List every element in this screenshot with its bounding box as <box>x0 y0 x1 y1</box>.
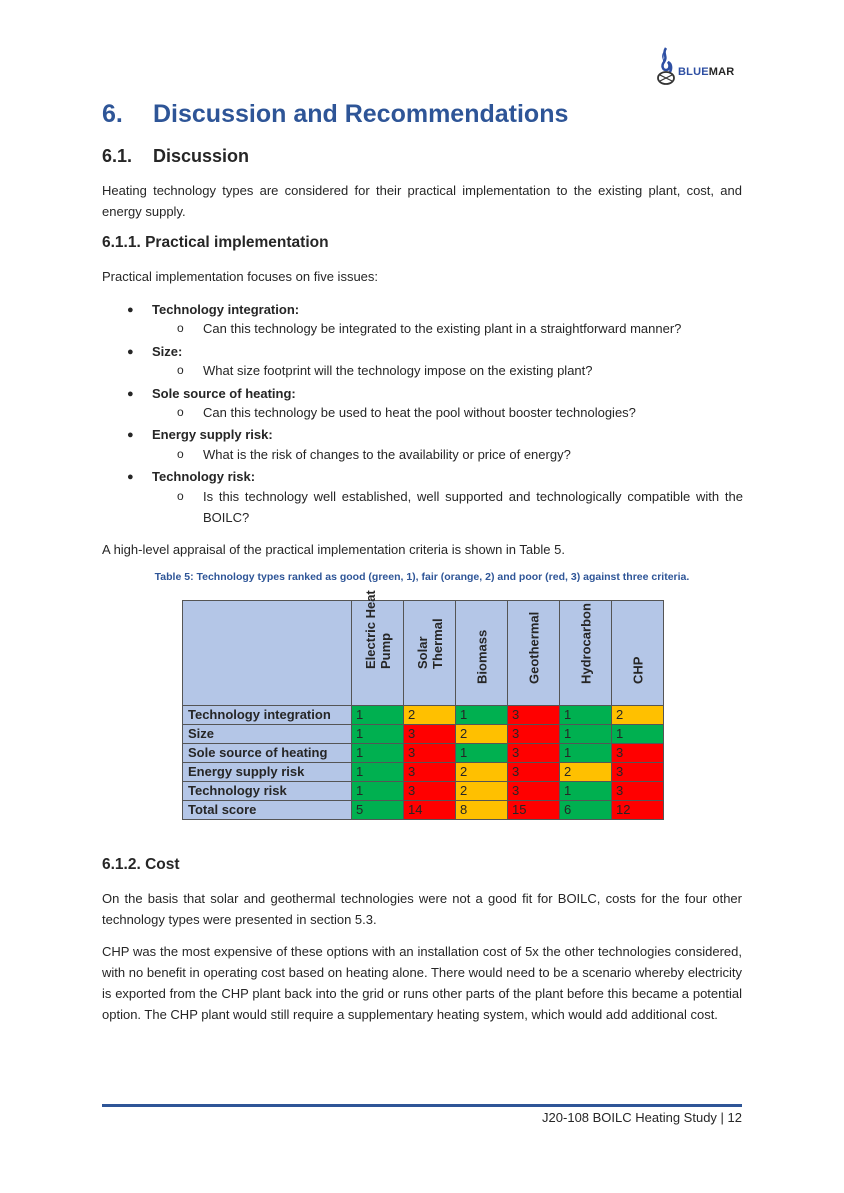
column-header: Biomass <box>456 601 508 706</box>
intro-paragraph: Heating technology types are considered for their practical implementation to the existing plant, cost, and energy supply. <box>102 183 742 219</box>
row-label: Total score <box>183 801 352 820</box>
issue-question: o Can this technology be used to heat the pool without booster technologies? <box>203 402 743 423</box>
score-cell: 3 <box>404 763 456 782</box>
circle-bullet-icon: o <box>177 489 184 503</box>
section-heading <box>102 100 568 129</box>
circle-bullet-icon: o <box>177 405 184 419</box>
score-cell: 8 <box>456 801 508 820</box>
row-label: Size <box>183 725 352 744</box>
score-cell: 6 <box>560 801 612 820</box>
footer-divider <box>102 1104 742 1107</box>
column-header: Solar Thermal <box>404 601 456 706</box>
score-cell: 5 <box>352 801 404 820</box>
score-cell: 2 <box>612 706 664 725</box>
column-header: Geothermal <box>508 601 560 706</box>
table-row <box>183 763 664 782</box>
table-row <box>183 782 664 801</box>
score-cell: 1 <box>352 763 404 782</box>
bullet-icon: ● <box>127 471 134 483</box>
circle-bullet-icon: o <box>177 321 184 335</box>
score-cell: 1 <box>560 725 612 744</box>
issue-question: o What is the risk of changes to the availability or price of energy? <box>203 444 743 465</box>
table-intro: A high-level appraisal of the practical implementation criteria is shown in Table 5. <box>102 542 565 557</box>
circle-bullet-icon: o <box>177 363 184 377</box>
column-header: Hydrocarbon <box>560 601 612 706</box>
score-cell: 1 <box>456 744 508 763</box>
issue-title: ● Sole source of heating: <box>152 384 296 404</box>
row-label: Sole source of heating <box>183 744 352 763</box>
table-header-row <box>183 601 664 706</box>
score-cell: 3 <box>508 706 560 725</box>
score-cell: 3 <box>612 763 664 782</box>
subsection-heading <box>102 146 249 167</box>
issue-question: o Is this technology well established, well supported and technologically compatible with the BOILC? <box>203 486 743 528</box>
score-cell: 1 <box>456 706 508 725</box>
score-cell: 15 <box>508 801 560 820</box>
score-cell: 1 <box>560 706 612 725</box>
issue-question: o What size footprint will the technology impose on the existing plant? <box>203 360 743 381</box>
score-cell: 3 <box>508 744 560 763</box>
score-cell: 1 <box>352 706 404 725</box>
circle-bullet-icon: o <box>177 447 184 461</box>
bullet-icon: ● <box>127 304 134 316</box>
score-cell: 14 <box>404 801 456 820</box>
practical-lead: Practical implementation focuses on five issues: <box>102 269 379 284</box>
score-cell: 1 <box>352 744 404 763</box>
table-row <box>183 706 664 725</box>
row-label: Technology risk <box>183 782 352 801</box>
section-number: 6. <box>102 100 123 128</box>
practical-heading: 6.1.1. Practical implementation <box>102 234 329 251</box>
score-cell: 1 <box>352 725 404 744</box>
table-corner <box>183 601 352 706</box>
table-caption: Table 5: Technology types ranked as good (green, 1), fair (orange, 2) and poor (red, 3) against three criteria. <box>154 571 690 583</box>
score-cell: 2 <box>404 706 456 725</box>
score-cell: 2 <box>456 725 508 744</box>
logo-wordmark <box>678 66 734 78</box>
score-cell: 3 <box>508 782 560 801</box>
row-label: Technology integration <box>183 706 352 725</box>
bullet-icon: ● <box>127 388 134 400</box>
score-cell: 2 <box>456 782 508 801</box>
score-cell: 3 <box>612 744 664 763</box>
bullet-icon: ● <box>127 429 134 441</box>
score-cell: 3 <box>612 782 664 801</box>
table-row <box>183 801 664 820</box>
logo <box>652 44 742 88</box>
score-cell: 3 <box>404 744 456 763</box>
footer-text: J20-108 BOILC Heating Study | 12 <box>542 1110 742 1125</box>
column-header: Electric Heat Pump <box>352 601 404 706</box>
flame-icon <box>654 46 678 86</box>
issue-title: ● Technology risk: <box>152 467 255 487</box>
score-cell: 2 <box>560 763 612 782</box>
score-cell: 1 <box>352 782 404 801</box>
table-row <box>183 725 664 744</box>
issue-title: ● Technology integration: <box>152 300 299 320</box>
score-cell: 3 <box>508 763 560 782</box>
column-header: CHP <box>612 601 664 706</box>
section-title: Discussion and Recommendations <box>153 100 569 128</box>
score-cell: 2 <box>456 763 508 782</box>
row-label: Energy supply risk <box>183 763 352 782</box>
issue-question: o Can this technology be integrated to the existing plant in a straightforward manner? <box>203 318 743 339</box>
cost-paragraph-2: CHP was the most expensive of these options with an installation cost of 5x the other technologies considered, with no benefit in operating cost based on heating alone. There would need to be a scenario whereby electricity is exported from the CHP plant back into the grid or runs other parts of the plant before this became a potential option. The CHP plant would still require a supplementary heating system, which would add additional cost. <box>102 944 742 1022</box>
subsection-number: 6.1. <box>102 146 133 166</box>
score-cell: 12 <box>612 801 664 820</box>
score-cell: 3 <box>404 782 456 801</box>
ranking-table <box>182 590 664 820</box>
cost-heading: 6.1.2. Cost <box>102 856 180 873</box>
logo-text-dark: MAR <box>708 66 735 78</box>
table-row <box>183 744 664 763</box>
score-cell: 1 <box>560 744 612 763</box>
score-cell: 1 <box>612 725 664 744</box>
bullet-icon: ● <box>127 346 134 358</box>
subsection-title: Discussion <box>153 146 250 166</box>
score-cell: 3 <box>404 725 456 744</box>
score-cell: 3 <box>508 725 560 744</box>
logo-text-blue: BLUE <box>678 66 709 78</box>
issue-title: ● Energy supply risk: <box>152 425 273 445</box>
score-cell: 1 <box>560 782 612 801</box>
cost-paragraph-1: On the basis that solar and geothermal technologies were not a good fit for BOILC, costs for the four other technology types were presented in section 5.3. <box>102 891 742 927</box>
issue-title: ● Size: <box>152 342 182 362</box>
